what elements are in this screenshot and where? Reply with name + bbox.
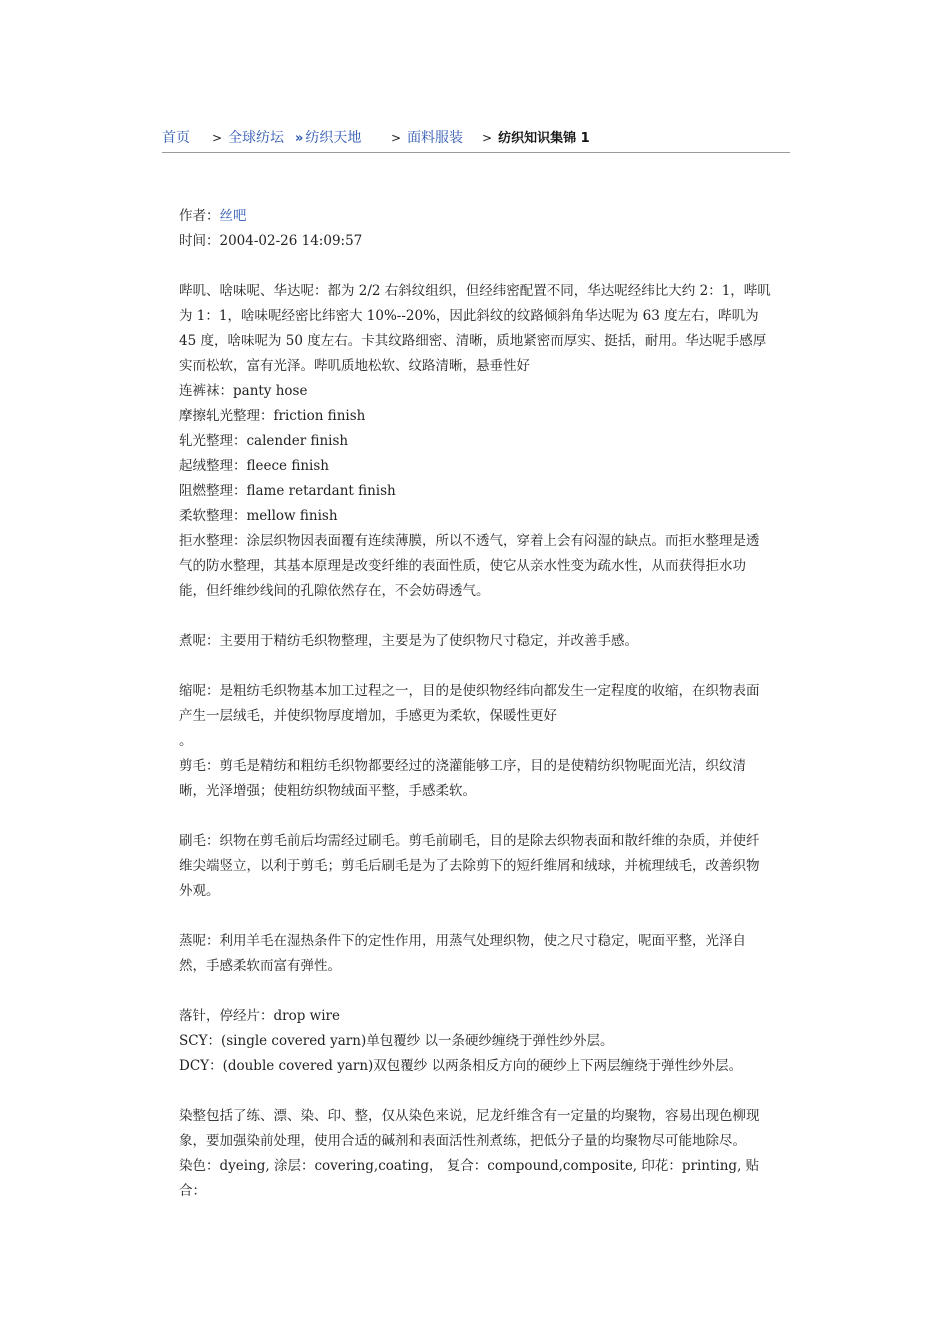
spacer	[179, 1079, 771, 1104]
term-friction-finish: 摩擦轧光整理：friction finish	[179, 408, 366, 424]
spacer	[179, 654, 771, 679]
paragraph-brushing: 刷毛：织物在剪毛前后均需经过刷毛。剪毛前刷毛，目的是除去织物表面和散纤维的杂质，并使纤维尖端竖立，以利于剪毛；剪毛后刷毛是为了去除剪下的短纤维屑和绒球，并梳理绒毛，改善织物外观。	[179, 833, 760, 899]
breadcrumb-fabric-link[interactable]: 面料服装	[407, 130, 464, 146]
breadcrumb-home-link[interactable]: 首页	[162, 130, 190, 146]
breadcrumb-separator: >	[391, 131, 402, 145]
time-label: 时间：	[179, 233, 220, 249]
term-panty-hose: 连裤袜：panty hose	[179, 383, 308, 399]
spacer	[179, 604, 771, 629]
double-chevron-right-icon: »	[295, 131, 304, 146]
paragraph-shearing: 剪毛：剪毛是精纺和粗纺毛织物都要经过的浇灌能够工序，目的是使精纺织物呢面光洁，织纹清晰，光泽增强；使粗纺织物绒面平整，手感柔软。	[179, 758, 746, 799]
article-body	[179, 204, 771, 1204]
paragraph-fulling: 缩呢：是粗纺毛织物基本加工过程之一，目的是使织物经纬向都发生一定程度的收缩，在织物表面产生一层绒毛，并使织物厚度增加，手感更为柔软，保暖性更好	[179, 683, 760, 724]
timestamp: 2004-02-26 14:09:57	[219, 233, 363, 249]
breadcrumb-fabric[interactable]	[391, 128, 463, 148]
breadcrumb	[162, 128, 790, 153]
paragraph-water-repellent: 拒水整理：涂层织物因表面覆有连续薄膜，所以不透气，穿着上会有闷湿的缺点。而拒水整理是透气的防水整理，其基本原理是改变纤维的表面性质，使它从亲水性变为疏水性，从而获得拒水功能，但纤维纱线间的孔隙依然存在，不会妨碍透气。	[179, 533, 760, 599]
breadcrumb-textile[interactable]	[295, 128, 361, 149]
term-flame-retardant: 阻燃整理：flame retardant finish	[179, 483, 396, 499]
spacer	[179, 254, 771, 279]
term-scy: SCY：(single covered yarn)单包覆纱 以一条硬纱缠绕于弹性纱外层。	[179, 1033, 614, 1049]
author-link[interactable]: 丝吧	[219, 208, 247, 224]
breadcrumb-separator: >	[482, 131, 493, 145]
term-dyeing-coating: 染色：dyeing, 涂层：covering,coating， 复合：compound,composite, 印花：printing, 贴合：	[179, 1158, 760, 1199]
breadcrumb-current	[482, 128, 590, 149]
breadcrumb-forum-link[interactable]: 全球纺坛	[228, 130, 285, 146]
paragraph-crabbing: 煮呢：主要用于精纺毛织物整理，主要是为了使织物尺寸稳定，并改善手感。	[179, 633, 638, 649]
spacer	[179, 804, 771, 829]
term-dcy: DCY：(double covered yarn)双包覆纱 以两条相反方向的硬纱上下两层缠绕于弹性纱外层。	[179, 1058, 743, 1074]
spacer	[179, 904, 771, 929]
breadcrumb-current-label: 纺织知识集锦 1	[498, 131, 590, 146]
author-line	[179, 204, 771, 229]
breadcrumb-forum[interactable]	[212, 128, 284, 148]
breadcrumb-separator: >	[212, 131, 223, 145]
term-fleece-finish: 起绒整理：fleece finish	[179, 458, 329, 474]
breadcrumb-home[interactable]	[162, 128, 190, 148]
breadcrumb-textile-link[interactable]: 纺织天地	[305, 130, 362, 146]
spacer	[179, 979, 771, 1004]
paragraph-period: 。	[179, 733, 193, 749]
author-label: 作者：	[179, 208, 220, 224]
paragraph-twill-fabrics: 哔叽、啥味呢、华达呢：都为 2/2 右斜纹组织，但经纬密配置不同，华达呢经纬比大约 2：1，哔叽为 1：1，啥味呢经密比纬密大 10%--20%，因此斜纹的纹路倾斜角华达呢为 63 度左右，哔叽为 45 度，啥味呢为 50 度左右。卡其纹路细密、清晰，质地紧密而厚实、挺括，耐用。华达呢手感厚实而松软，富有光泽。哔叽质地松软、纹路清晰，悬垂性好	[179, 283, 771, 374]
term-drop-wire: 落针，停经片：drop wire	[179, 1008, 340, 1024]
paragraph-dyeing-finishing: 染整包括了练、漂、染、印、整，仅从染色来说，尼龙纤维含有一定量的均聚物，容易出现色柳现象，要加强染前处理，使用合适的碱剂和表面活性剂煮练，把低分子量的均聚物尽可能地除尽。	[179, 1108, 760, 1149]
paragraph-decatizing: 蒸呢：利用羊毛在湿热条件下的定性作用，用蒸气处理织物，使之尺寸稳定，呢面平整，光泽自然，手感柔软而富有弹性。	[179, 933, 746, 974]
term-mellow-finish: 柔软整理：mellow finish	[179, 508, 338, 524]
time-line	[179, 229, 771, 254]
term-calender-finish: 轧光整理：calender finish	[179, 433, 349, 449]
